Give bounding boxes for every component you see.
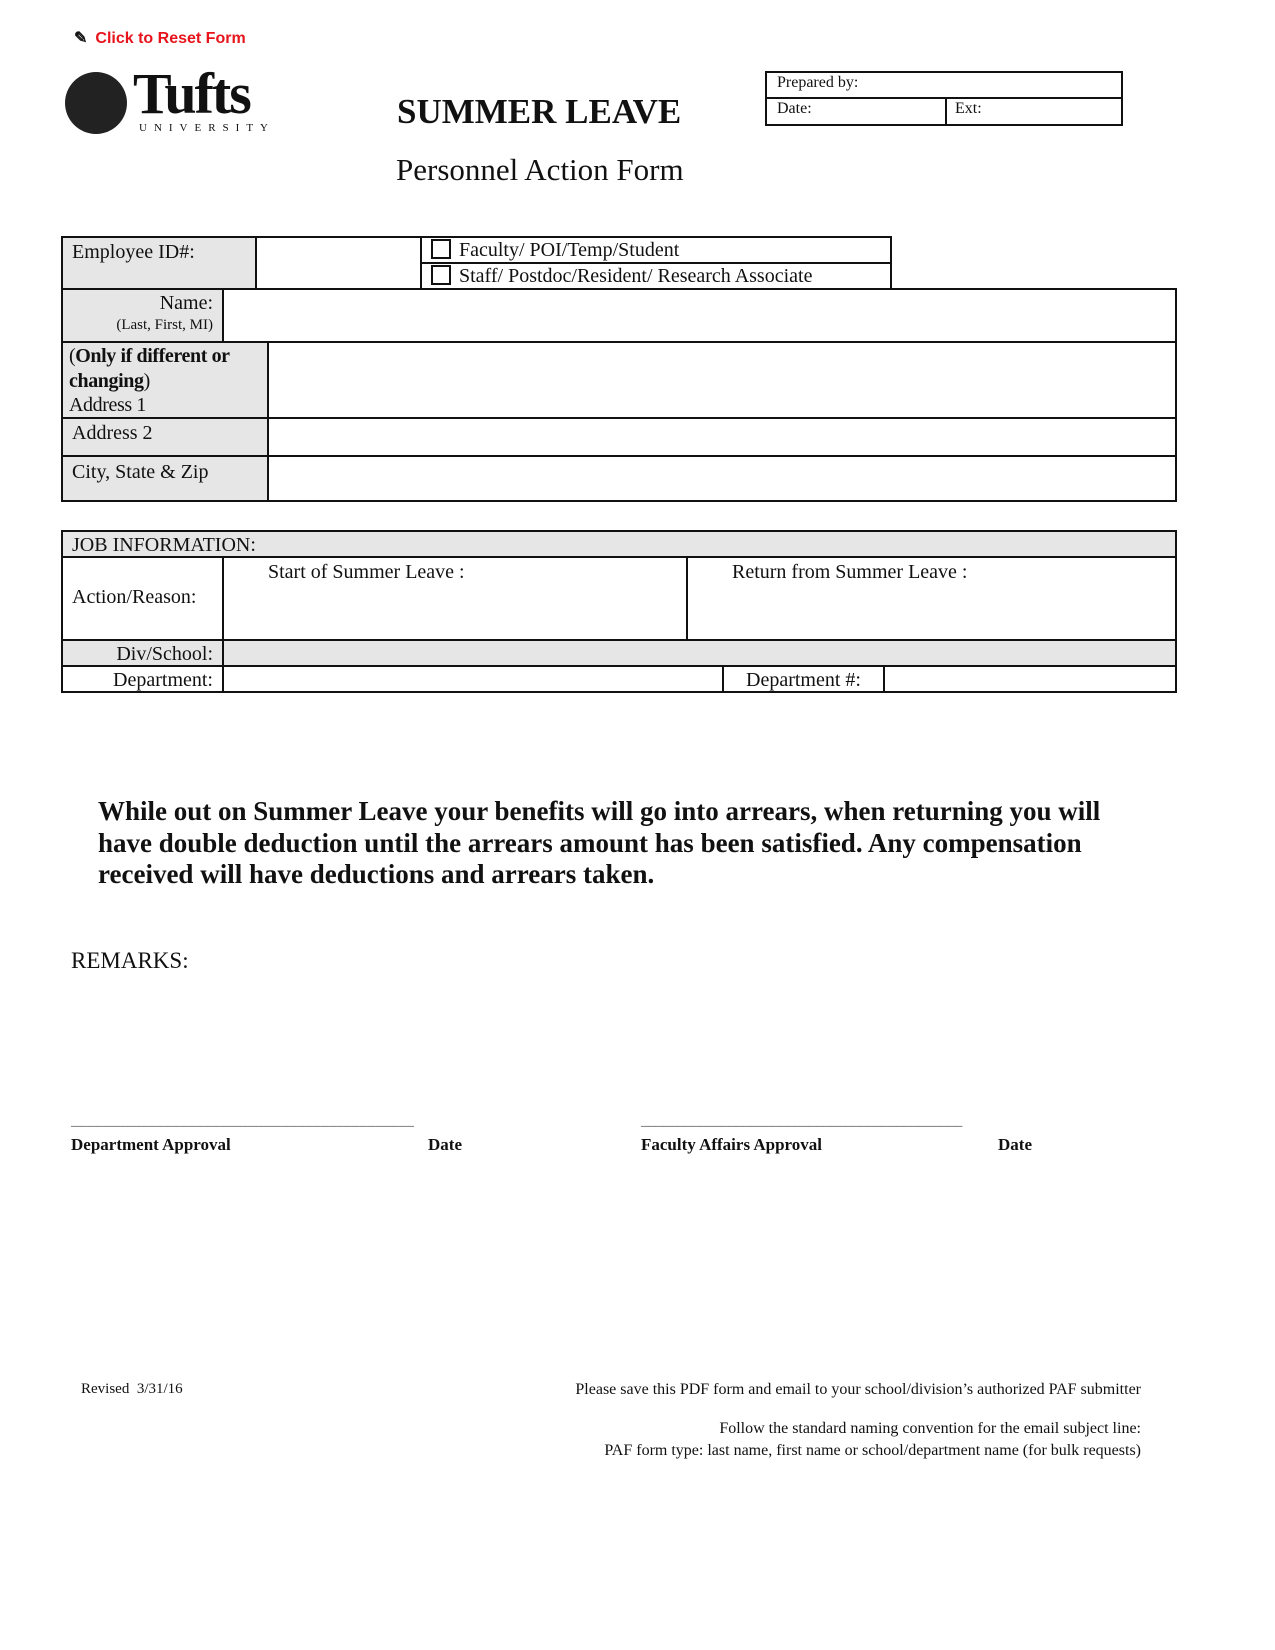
dept-approval-label: Department Approval: [71, 1135, 231, 1154]
start-leave-field[interactable]: [222, 556, 688, 641]
name-label-text: Name:: [159, 292, 213, 314]
department-label: [61, 665, 224, 693]
dept-signature-line[interactable]: ____________________________________________: [71, 1113, 415, 1129]
page-subtitle: Personnel Action Form: [396, 152, 684, 187]
name-hint: (Last, First, MI): [116, 317, 213, 333]
prepared-by-field[interactable]: [765, 71, 1123, 99]
checkbox-faculty[interactable]: [431, 239, 451, 259]
employee-id-input[interactable]: [255, 236, 422, 290]
department-input[interactable]: [222, 665, 724, 693]
tufts-logo: [65, 61, 275, 136]
address2-input[interactable]: [267, 417, 1177, 457]
address1-label: (Only if different or changing) Address 1: [61, 341, 269, 419]
employee-id-label: [61, 236, 257, 290]
return-leave-field[interactable]: [686, 556, 1177, 641]
remarks-label: REMARKS:: [71, 948, 189, 973]
checkbox-staff[interactable]: [431, 265, 451, 285]
city-label: [61, 455, 269, 502]
ext-field[interactable]: [945, 97, 1123, 126]
action-reason-label: [61, 556, 224, 641]
reset-label: Click to Reset Form: [95, 30, 246, 47]
department-number-text: Department #:: [746, 669, 861, 691]
page-title: SUMMER LEAVE: [397, 92, 682, 131]
job-info-header: [61, 530, 1177, 558]
address1-label-text: Address 1: [69, 394, 146, 416]
city-label-text: City, State & Zip: [72, 461, 209, 483]
reset-form-button[interactable]: [74, 28, 246, 48]
seal-icon: [65, 72, 127, 134]
option-faculty[interactable]: [420, 236, 892, 264]
department-label-text: Department:: [113, 669, 213, 691]
naming-instructions-1: Follow the standard naming convention for the email subject line:: [719, 1420, 1141, 1437]
address2-label-text: Address 2: [72, 422, 153, 444]
faculty-approval-label: Faculty Affairs Approval: [641, 1135, 823, 1154]
name-input[interactable]: [222, 288, 1177, 343]
prepared-by-label: Prepared by:: [777, 74, 859, 91]
logo-sub: UNIVERSITY: [139, 122, 275, 134]
naming-instructions-2: PAF form type: last name, first name or school/department name (for bulk requests): [604, 1442, 1141, 1459]
broom-icon: ✎: [74, 30, 88, 47]
div-school-input[interactable]: [222, 639, 1177, 667]
faculty-signature-line[interactable]: ____________________________________________: [641, 1113, 963, 1129]
ext-label: Ext:: [955, 100, 982, 117]
department-number-input[interactable]: [883, 665, 1177, 693]
start-leave-label: Start of Summer Leave :: [268, 561, 465, 583]
address1-input[interactable]: [267, 341, 1177, 419]
return-leave-label: Return from Summer Leave :: [732, 561, 968, 583]
benefits-notice: While out on Summer Leave your benefits will go into arrears, when returning you will have double deduction until the arrears amount has been satisfied. Any compensation received will have deductions and arrears taken.: [98, 796, 1101, 889]
name-label: [61, 288, 224, 343]
remarks-input[interactable]: [71, 980, 1171, 1110]
city-input[interactable]: [267, 455, 1177, 502]
address2-label: [61, 417, 269, 457]
date-field[interactable]: [765, 97, 947, 126]
option-staff[interactable]: [420, 262, 892, 290]
div-school-text: Div/School:: [116, 643, 213, 665]
option-faculty-label: Faculty/ POI/Temp/Student: [459, 239, 680, 261]
address-note: Only if different or changing: [69, 345, 230, 392]
option-staff-label: Staff/ Postdoc/Resident/ Research Associate: [459, 265, 813, 287]
action-reason-text: Action/Reason:: [72, 586, 197, 608]
logo-wordmark: Tufts: [133, 61, 250, 126]
job-info-header-text: JOB INFORMATION:: [72, 534, 256, 556]
dept-date-label: Date: [428, 1135, 462, 1154]
revised-date: Revised 3/31/16: [81, 1381, 183, 1397]
date-label: Date:: [777, 100, 812, 117]
faculty-date-label: Date: [998, 1135, 1032, 1154]
save-instructions: Please save this PDF form and email to your school/division’s authorized PAF submitter: [575, 1381, 1141, 1398]
employee-id-label-text: Employee ID#:: [72, 241, 195, 263]
div-school-label: [61, 639, 224, 667]
department-number-label: [722, 665, 885, 693]
